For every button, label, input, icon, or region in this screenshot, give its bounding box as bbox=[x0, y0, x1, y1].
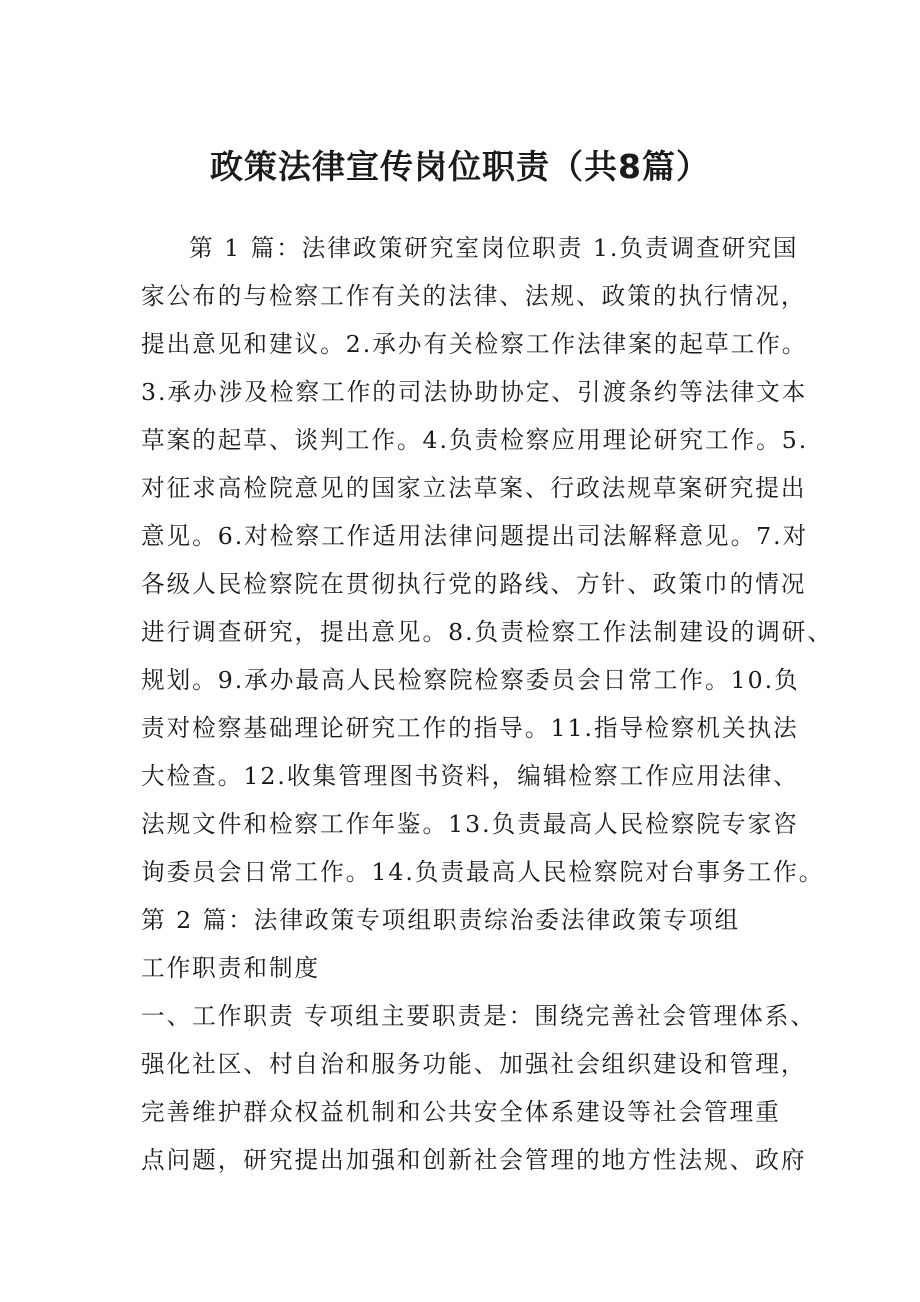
paragraph-line: 对征求高检院意见的国家立法草案、行政法规草案研究提出 bbox=[141, 474, 807, 502]
paragraph-line: 责对检察基础理论研究工作的指导。11.指导检察机关执法 bbox=[141, 714, 799, 742]
paragraph-line: 第 2 篇：法律政策专项组职责综治委法律政策专项组 bbox=[141, 906, 741, 934]
paragraph-line: 询委员会日常工作。14.负责最高人民检察院对台事务工作。 bbox=[141, 858, 825, 886]
paragraph-line: 各级人民检察院在贯彻执行党的路线、方针、政策巾的情况 bbox=[141, 570, 807, 598]
paragraph-line: 意见。6.对检察工作适用法律问题提出司法解释意见。7.对 bbox=[141, 522, 809, 550]
paragraph-line: 大检查。12.收集管理图书资料，编辑检察工作应用法律、 bbox=[141, 762, 799, 790]
document-title: 政策法律宣传岗位职责（共8篇） bbox=[210, 147, 710, 186]
paragraph-line: 完善维护群众权益机制和公共安全体系建设等社会管理重 bbox=[141, 1098, 781, 1126]
paragraph-line: 进行调查研究，提出意见。8.负责检察工作法制建设的调研、 bbox=[141, 618, 833, 646]
paragraph-line: 一、工作职责 专项组主要职责是：围绕完善社会管理体系、 bbox=[141, 1002, 816, 1030]
paragraph-line: 点问题，研究提出加强和创新社会管理的地方性法规、政府 bbox=[141, 1146, 807, 1174]
paragraph-line: 3.承办涉及检察工作的司法协助协定、引渡条约等法律文本 bbox=[141, 378, 808, 406]
paragraph-line: 强化社区、村自治和服务功能、加强社会组织建设和管理， bbox=[141, 1050, 807, 1078]
paragraph-line: 家公布的与检察工作有关的法律、法规、政策的执行情况， bbox=[141, 282, 807, 310]
paragraph-line: 第 1 篇：法律政策研究室岗位职责 1.负责调查研究国 bbox=[189, 234, 799, 262]
paragraph-line: 提出意见和建议。2.承办有关检察工作法律案的起草工作。 bbox=[141, 330, 808, 358]
paragraph-line: 法规文件和检察工作年鉴。13.负责最高人民检察院专家咨 bbox=[141, 810, 799, 838]
paragraph-line: 规划。9.承办最高人民检察院检察委员会日常工作。10.负 bbox=[141, 666, 800, 694]
paragraph-line: 工作职责和制度 bbox=[141, 954, 321, 982]
paragraph-line: 草案的起草、谈判工作。4.负责检察应用理论研究工作。5. bbox=[141, 426, 809, 454]
